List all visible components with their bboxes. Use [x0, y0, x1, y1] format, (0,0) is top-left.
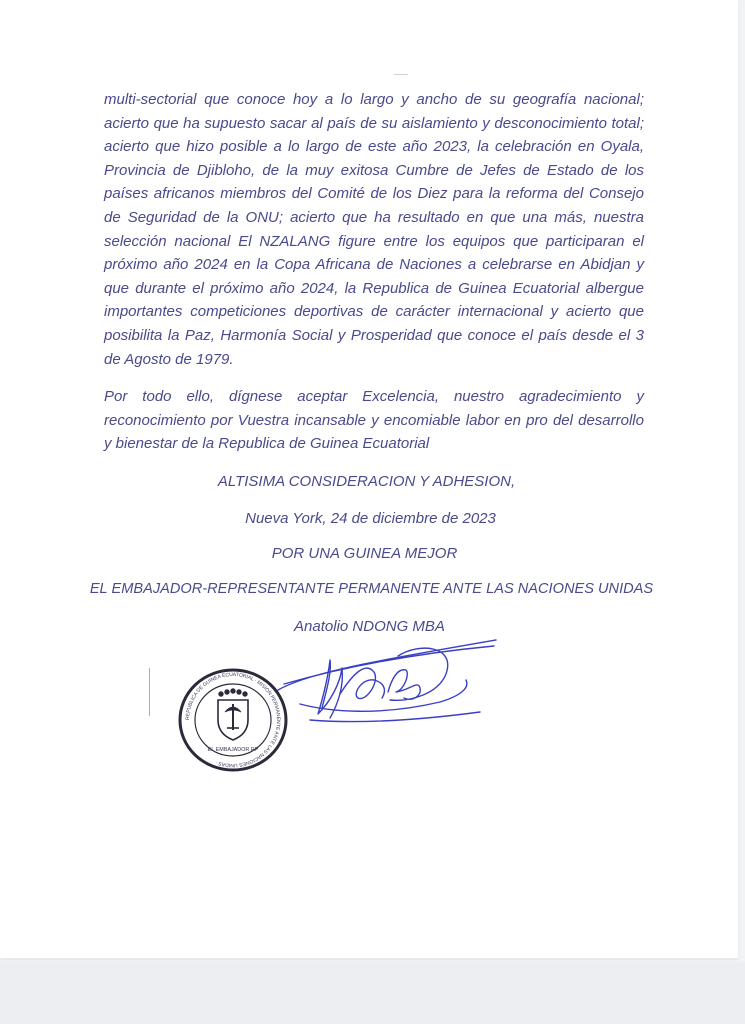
scan-mark-top: [394, 74, 408, 75]
body-paragraph: Por todo ello, dígnese aceptar Excelencia, nuestro agradecimiento y reconocimiento por Vuestra incansable y encomiable labor en pro del desarrollo y bienestar de la Republica de Guinea Ecuatorial: [104, 388, 644, 453]
coat-of-arms-icon: [218, 689, 248, 740]
scan-mark-left: [149, 668, 150, 716]
seal-inner-text: EL EMBAJADOR RP: [207, 747, 259, 753]
signer-title: EL EMBAJADOR-REPRESENTANTE PERMANENTE ANTE LAS NACIONES UNIDAS: [89, 581, 654, 597]
signer-name: Anatolio NDONG MBA: [294, 618, 445, 635]
closing-formula: ALTISIMA CONSIDERACION Y ADHESION,: [217, 473, 516, 490]
seal-outer-text: REPUBLICA DE GUINEA ECUATORIAL · MISION PERMANENTE ANTE LAS NACIONES UNIDAS ·: [184, 671, 282, 769]
signature: [270, 632, 510, 732]
body-paragraph: multi-sectorial que conoce hoy a lo largo y ancho de su geografía nacional; acierto que ha supuesto sacar al país de su aislamiento y desconocimiento total; acierto que hizo posible a lo largo de este año 2023, la celebración en Oyala, Provincia de Djibloho, de la muy exitosa Cumbre de Jefes de Estado de los países africanos miembros del Comité de los Diez para la reforma del Consejo de Seguridad de la ONU; acierto que ha resultado en que una más, nuestra selección nacional El NZALANG figure entre los equipos que participaran el próximo año 2024 en la Copa Africana de Naciones a celebrarse en Abidjan y que durante el próximo año 2024, la Republica de Guinea Ecuatorial albergue importantes competiciones deportivas de carácter internacional y acierto que posibilita la Paz, Harmonía Social y Prosperidad que conoce el país desde el 3 de Agosto de 1979.: [104, 91, 644, 368]
motto: POR UNA GUINEA MEJOR: [271, 545, 458, 562]
signature-graphic: [270, 632, 510, 732]
scan-background: [0, 962, 745, 1024]
place-and-date: Nueva York, 24 de diciembre de 2023: [245, 510, 496, 527]
